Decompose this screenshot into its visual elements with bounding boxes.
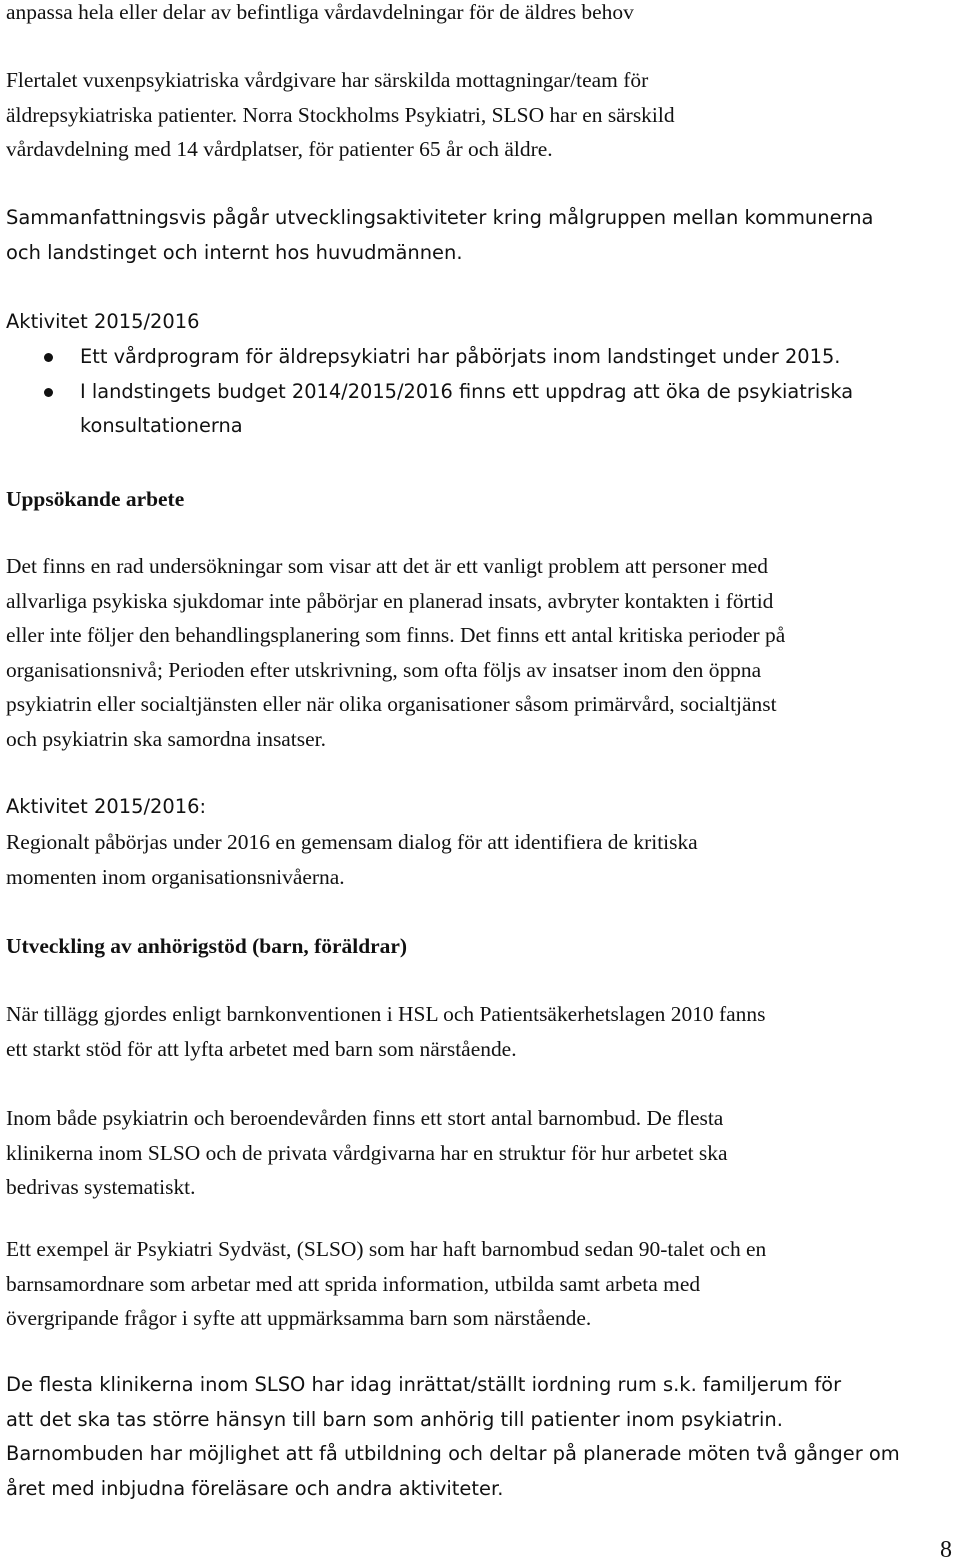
text-line: året med inbjudna föreläsare och andra aktiviteter. bbox=[6, 1476, 504, 1500]
paragraph-regional-dialog bbox=[6, 825, 956, 894]
text-line: Inom både psykiatrin och beroendevården finns ett stort antal barnombud. De flesta bbox=[6, 1106, 724, 1130]
paragraph-psykiatri-sydvast bbox=[6, 1232, 956, 1336]
bullet-icon bbox=[44, 388, 53, 397]
text-line: Uppsökande arbete bbox=[6, 487, 185, 511]
text-line: äldrepsykiatriska patienter. Norra Stockholms Psykiatri, SLSO har en särskild bbox=[6, 102, 675, 127]
text-line: Aktivitet 2015/2016 bbox=[6, 310, 200, 333]
text-line: barnsamordnare som arbetar med att sprida information, utbilda samt arbeta med bbox=[6, 1271, 701, 1296]
section-heading-anhorigstod bbox=[6, 929, 956, 964]
text-line: Flertalet vuxenpsykiatriska vårdgivare har särskilda mottagningar/team för bbox=[6, 68, 649, 92]
text-line: eller inte följer den behandlingsplanering som finns. Det finns ett antal kritiska perioder på bbox=[6, 623, 786, 647]
text-line: anpassa hela eller delar av befintliga vårdavdelningar för de äldres behov bbox=[6, 0, 634, 24]
text-line: Ett exempel är Psykiatri Sydväst, (SLSO) som har haft barnombud sedan 90-talet och en bbox=[6, 1237, 767, 1261]
paragraph-vuxenpsykiatri bbox=[6, 63, 956, 167]
text-line: När tillägg gjordes enligt barnkonventionen i HSL och Patientsäkerhetslagen 2010 fanns bbox=[6, 1002, 766, 1026]
bullet-icon bbox=[44, 353, 53, 362]
text-line: vårdavdelning med 14 vårdplatser, för patienter 65 år och äldre. bbox=[6, 137, 553, 161]
text-line: Ett vårdprogram för äldrepsykiatri har påbörjats inom landstinget under 2015. bbox=[80, 345, 841, 368]
text-line: Barnombuden har möjlighet att få utbildning och deltar på planerade möten två gånger om bbox=[6, 1442, 900, 1465]
activity-label-1 bbox=[6, 305, 956, 340]
paragraph-barnkonventionen bbox=[6, 997, 956, 1066]
text-line: klinikerna inom SLSO och de privata vårdgivarna har en struktur för hur arbetet ska bbox=[6, 1140, 728, 1165]
text-line: och landstinget och internt hos huvudmännen. bbox=[6, 240, 463, 264]
text-line: bedrivas systematiskt. bbox=[6, 1175, 196, 1199]
text-line: övergripande frågor i syfte att uppmärksamma barn som närstående. bbox=[6, 1306, 592, 1330]
text-line: ett starkt stöd för att lyfta arbetet med barn som närstående. bbox=[6, 1036, 517, 1061]
section-heading-uppsokande bbox=[6, 482, 956, 517]
text-line: allvarliga psykiska sjukdomar inte påbörjar en planerad insats, avbryter kontakten i förtid bbox=[6, 588, 774, 613]
paragraph-barnombud bbox=[6, 1101, 956, 1205]
text-line: och psykiatrin ska samordna insatser. bbox=[6, 726, 326, 751]
text-line: Aktivitet 2015/2016: bbox=[6, 795, 207, 818]
page-number: 8 bbox=[940, 1537, 952, 1563]
text-line: organisationsnivå; Perioden efter utskrivning, som ofta följs av insatser inom den öppna bbox=[6, 657, 762, 682]
text-line: Utveckling av anhörigstöd (barn, föräldrar) bbox=[6, 934, 408, 958]
activity-label-2 bbox=[6, 790, 956, 825]
text-line: De flesta klinikerna inom SLSO har idag inrättat/ställt iordning rum s.k. familjerum för bbox=[6, 1373, 842, 1396]
paragraph-summary bbox=[6, 201, 956, 270]
text-line: konsultationerna bbox=[80, 414, 243, 437]
activity-bullet-list bbox=[0, 340, 960, 444]
text-line: Regionalt påbörjas under 2016 en gemensam dialog för att identifiera de kritiska bbox=[6, 830, 698, 854]
text-line: Sammanfattningsvis pågår utvecklingsaktiviteter kring målgruppen mellan kommunerna bbox=[6, 206, 874, 229]
text-line: psykiatrin eller socialtjänsten eller när olika organisationer såsom primärvård, socialtjänst bbox=[6, 692, 777, 716]
text-line: Det finns en rad undersökningar som visar att det är ett vanligt problem att personer med bbox=[6, 554, 769, 578]
text-line: I landstingets budget 2014/2015/2016 finns ett uppdrag att öka de psykiatriska bbox=[80, 379, 854, 403]
paragraph-uppsokande bbox=[6, 549, 956, 756]
text-line: att det ska tas större hänsyn till barn som anhörig till patienter inom psykiatrin. bbox=[6, 1407, 783, 1431]
paragraph-familjerum bbox=[6, 1368, 956, 1506]
list-item bbox=[0, 375, 960, 444]
text-line: momenten inom organisationsnivåerna. bbox=[6, 864, 345, 889]
paragraph-intro-fragment bbox=[6, 0, 956, 30]
list-item bbox=[0, 340, 960, 375]
